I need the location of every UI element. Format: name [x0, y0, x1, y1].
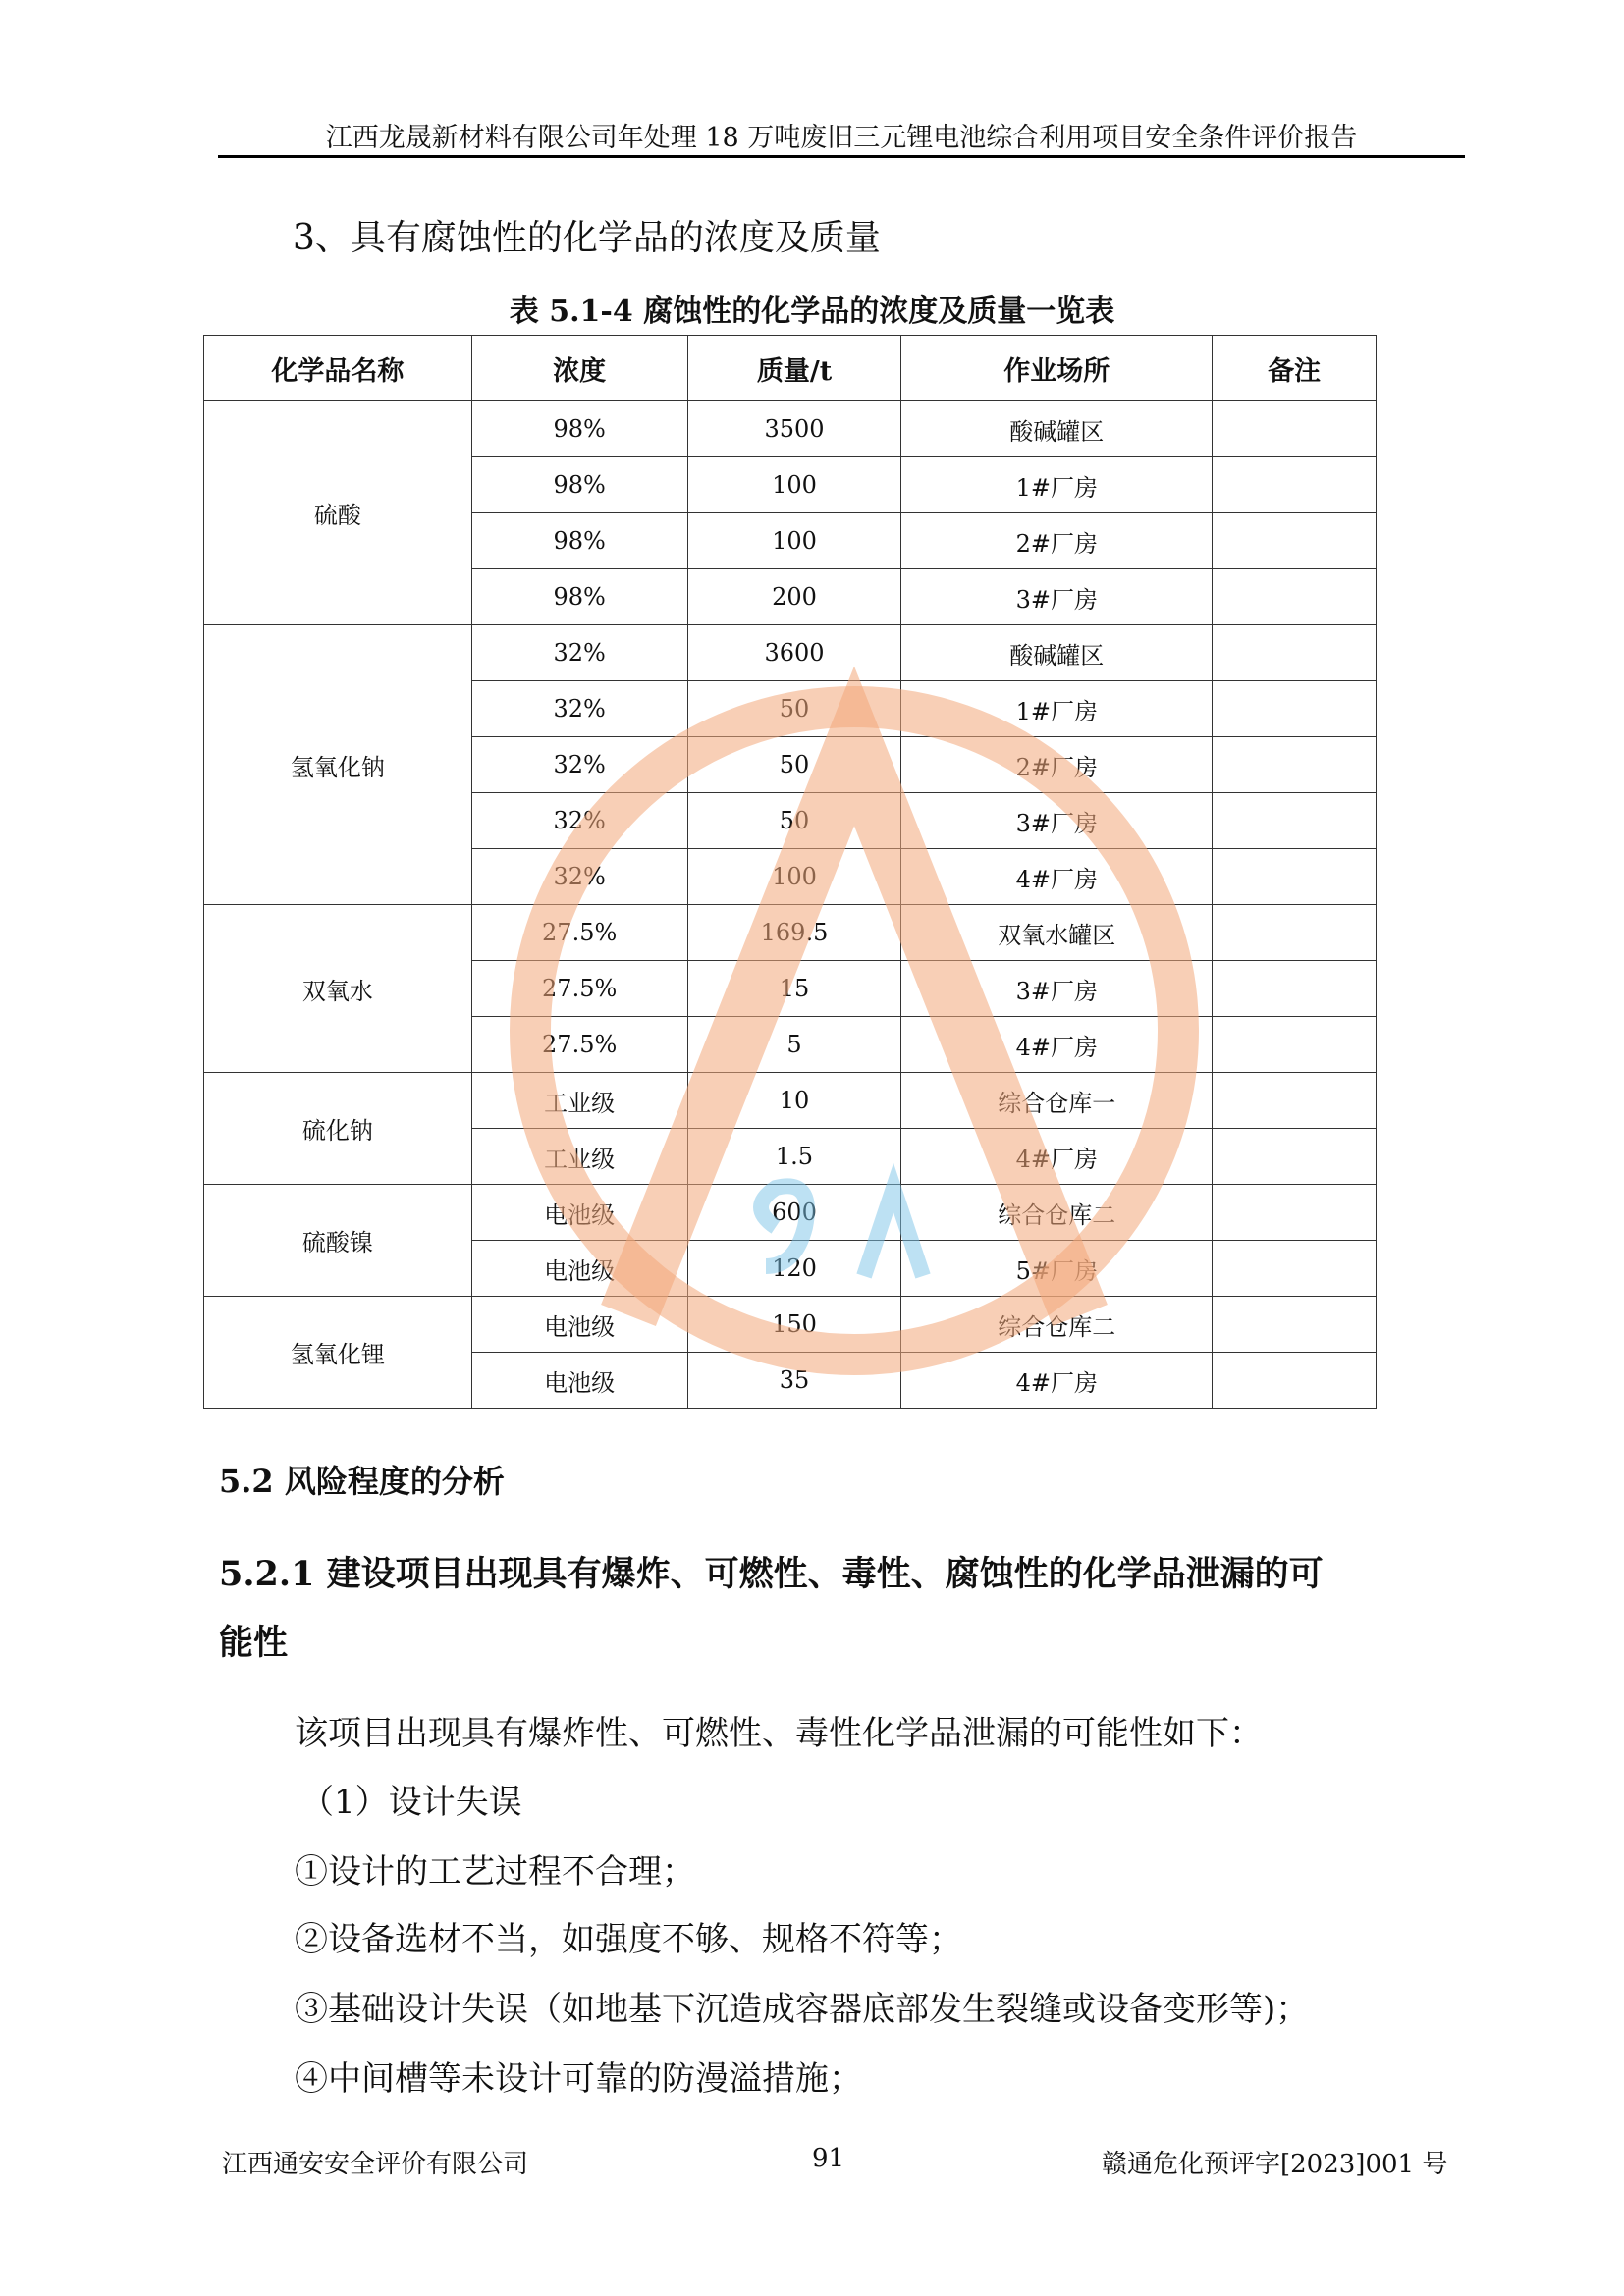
- remarks-cell: [1213, 681, 1377, 737]
- mass-cell: 100: [687, 457, 901, 513]
- location-cell: 综合仓库二: [901, 1297, 1213, 1353]
- concentration-cell: 27.5%: [471, 961, 687, 1017]
- location-cell: 1#厂房: [901, 457, 1213, 513]
- remarks-cell: [1213, 1017, 1377, 1073]
- location-cell: 4#厂房: [901, 1017, 1213, 1073]
- table-row: [204, 905, 1377, 961]
- remarks-cell: [1213, 569, 1377, 625]
- location-cell: 综合仓库一: [901, 1073, 1213, 1129]
- remarks-cell: [1213, 1353, 1377, 1409]
- header-cell: 质量/t: [687, 336, 901, 401]
- concentration-cell: 32%: [471, 625, 687, 681]
- header-cell: 浓度: [471, 336, 687, 401]
- concentration-cell: 98%: [471, 513, 687, 569]
- remarks-cell: [1213, 1241, 1377, 1297]
- concentration-cell: 32%: [471, 793, 687, 849]
- concentration-cell: 32%: [471, 849, 687, 905]
- mass-cell: 150: [687, 1297, 901, 1353]
- mass-cell: 120: [687, 1241, 901, 1297]
- concentration-cell: 32%: [471, 737, 687, 793]
- location-cell: 双氧水罐区: [901, 905, 1213, 961]
- concentration-cell: 电池级: [471, 1297, 687, 1353]
- running-header: 江西龙晟新材料有限公司年处理 18 万吨废旧三元锂电池综合利用项目安全条件评价报告: [325, 123, 1358, 153]
- mass-cell: 169.5: [687, 905, 901, 961]
- chemical-name-cell: 硫酸: [204, 401, 472, 625]
- paragraph: ②设备选材不当，如强度不够、规格不符等；: [295, 1920, 962, 1959]
- location-cell: 酸碱罐区: [901, 401, 1213, 457]
- table-caption: 表 5.1-4 腐蚀性的化学品的浓度及质量一览表: [509, 294, 1115, 329]
- corrosive-chemicals-table: [203, 335, 1377, 1409]
- header-cell: 备注: [1213, 336, 1377, 401]
- concentration-cell: 27.5%: [471, 1017, 687, 1073]
- mass-cell: 5: [687, 1017, 901, 1073]
- section-5-2-1-heading: 5.2.1 建设项目出现具有爆炸、可燃性、毒性、腐蚀性的化学品泄漏的可: [219, 1554, 1324, 1594]
- table-row: [204, 1073, 1377, 1129]
- concentration-cell: 32%: [471, 681, 687, 737]
- table-row: [204, 1297, 1377, 1353]
- mass-cell: 100: [687, 849, 901, 905]
- location-cell: 2#厂房: [901, 737, 1213, 793]
- location-cell: 2#厂房: [901, 513, 1213, 569]
- chemical-name-cell: 氢氧化锂: [204, 1297, 472, 1409]
- section-5-2-1-heading-cont: 能性: [219, 1623, 289, 1663]
- remarks-cell: [1213, 1185, 1377, 1241]
- remarks-cell: [1213, 1297, 1377, 1353]
- remarks-cell: [1213, 905, 1377, 961]
- mass-cell: 600: [687, 1185, 901, 1241]
- paragraph: ③基础设计失误（如地基下沉造成容器底部发生裂缝或设备变形等)；: [295, 1990, 1310, 2029]
- chemical-name-cell: 氢氧化钠: [204, 625, 472, 905]
- mass-cell: 200: [687, 569, 901, 625]
- mass-cell: 3500: [687, 401, 901, 457]
- header-divider: [218, 155, 1465, 158]
- page-number: 91: [812, 2144, 845, 2173]
- header-cell: 化学品名称: [204, 336, 472, 401]
- mass-cell: 3600: [687, 625, 901, 681]
- paragraph: 该项目出现具有爆炸性、可燃性、毒性化学品泄漏的可能性如下：: [295, 1714, 1263, 1753]
- remarks-cell: [1213, 401, 1377, 457]
- concentration-cell: 电池级: [471, 1353, 687, 1409]
- mass-cell: 1.5: [687, 1129, 901, 1185]
- location-cell: 综合仓库二: [901, 1185, 1213, 1241]
- remarks-cell: [1213, 849, 1377, 905]
- section-5-2-heading: 5.2 风险程度的分析: [219, 1463, 505, 1500]
- chemical-name-cell: 硫酸镍: [204, 1185, 472, 1297]
- mass-cell: 100: [687, 513, 901, 569]
- mass-cell: 50: [687, 793, 901, 849]
- location-cell: 4#厂房: [901, 849, 1213, 905]
- table-row: [204, 625, 1377, 681]
- concentration-cell: 27.5%: [471, 905, 687, 961]
- section-heading: 3、具有腐蚀性的化学品的浓度及质量: [293, 218, 881, 258]
- location-cell: 3#厂房: [901, 569, 1213, 625]
- mass-cell: 50: [687, 737, 901, 793]
- mass-cell: 50: [687, 681, 901, 737]
- location-cell: 4#厂房: [901, 1129, 1213, 1185]
- table-row: [204, 401, 1377, 457]
- mass-cell: 35: [687, 1353, 901, 1409]
- concentration-cell: 98%: [471, 401, 687, 457]
- footer-company: 江西通安安全评价有限公司: [222, 2150, 529, 2179]
- remarks-cell: [1213, 625, 1377, 681]
- concentration-cell: 工业级: [471, 1073, 687, 1129]
- mass-cell: 15: [687, 961, 901, 1017]
- concentration-cell: 98%: [471, 457, 687, 513]
- paragraph: ④中间槽等未设计可靠的防漫溢措施；: [295, 2059, 862, 2099]
- concentration-cell: 98%: [471, 569, 687, 625]
- location-cell: 5#厂房: [901, 1241, 1213, 1297]
- paragraph: （1）设计失误: [300, 1783, 522, 1822]
- remarks-cell: [1213, 457, 1377, 513]
- footer-doc-number: 赣通危化预评字[2023]001 号: [1102, 2150, 1448, 2179]
- table-row: [204, 1185, 1377, 1241]
- remarks-cell: [1213, 961, 1377, 1017]
- location-cell: 3#厂房: [901, 961, 1213, 1017]
- location-cell: 酸碱罐区: [901, 625, 1213, 681]
- location-cell: 1#厂房: [901, 681, 1213, 737]
- remarks-cell: [1213, 513, 1377, 569]
- remarks-cell: [1213, 1073, 1377, 1129]
- concentration-cell: 电池级: [471, 1241, 687, 1297]
- concentration-cell: 电池级: [471, 1185, 687, 1241]
- remarks-cell: [1213, 737, 1377, 793]
- location-cell: 4#厂房: [901, 1353, 1213, 1409]
- header-cell: 作业场所: [901, 336, 1213, 401]
- remarks-cell: [1213, 1129, 1377, 1185]
- chemical-name-cell: 双氧水: [204, 905, 472, 1073]
- paragraph: ①设计的工艺过程不合理；: [295, 1852, 695, 1892]
- mass-cell: 10: [687, 1073, 901, 1129]
- location-cell: 3#厂房: [901, 793, 1213, 849]
- remarks-cell: [1213, 793, 1377, 849]
- chemical-name-cell: 硫化钠: [204, 1073, 472, 1185]
- concentration-cell: 工业级: [471, 1129, 687, 1185]
